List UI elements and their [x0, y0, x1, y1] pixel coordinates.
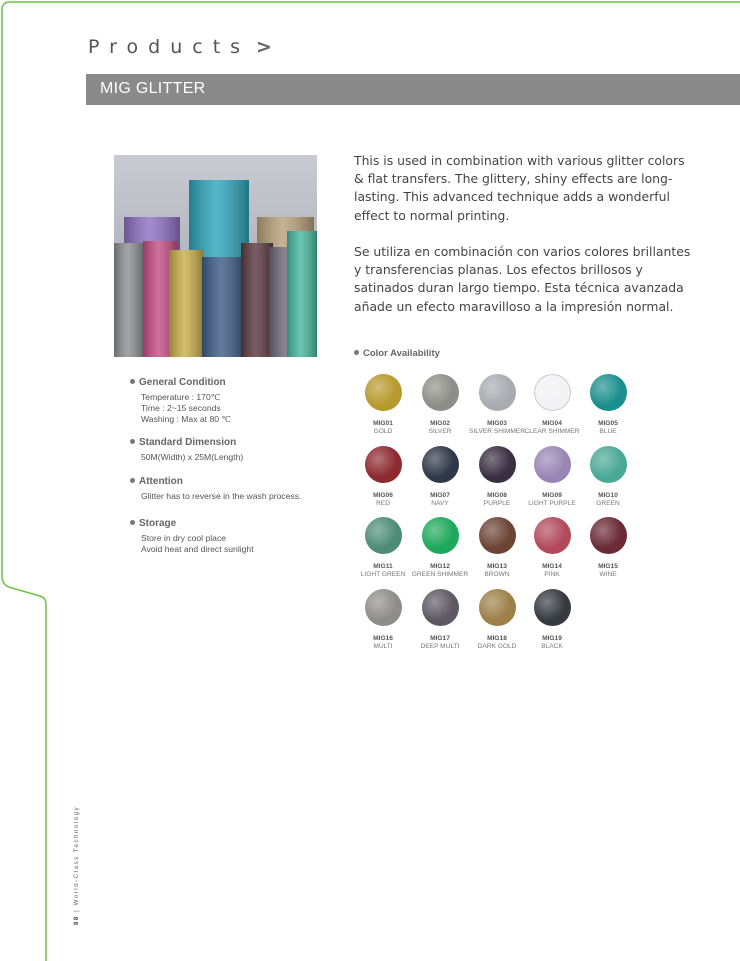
swatch-code: MIG01: [373, 420, 393, 427]
swatch-name: DARK GOLD: [477, 643, 517, 650]
swatch-circle: [422, 517, 459, 554]
swatch-label: [570, 420, 646, 436]
swatch-name: SILVER: [428, 428, 452, 435]
swatch-code: MIG14: [542, 563, 562, 570]
spec-dimension: 50M(Width) x 25M(Length): [141, 452, 244, 462]
swatch-name: WINE: [599, 571, 617, 578]
product-title: MIG GLITTER: [100, 80, 206, 97]
color-availability-heading: [354, 348, 440, 359]
section-title: Products: [88, 36, 251, 58]
swatch-code: MIG10: [598, 492, 618, 499]
swatch-code: MIG06: [373, 492, 393, 499]
swatch-circle: [422, 374, 459, 411]
swatch-code: MIG13: [487, 563, 507, 570]
swatch-circle: [534, 517, 571, 554]
product-banner: [86, 74, 740, 105]
page-number: 88: [74, 915, 80, 925]
bullet-icon: [130, 478, 135, 483]
swatch-code: MIG18: [487, 635, 507, 642]
swatch-name: GREEN: [596, 500, 620, 507]
swatch-name: BROWN: [484, 571, 510, 578]
color-swatch-mig05: [574, 374, 644, 422]
color-swatch-mig19: [518, 589, 588, 637]
swatch-code: MIG16: [373, 635, 393, 642]
swatch-circle: [534, 374, 571, 411]
swatch-name: RED: [376, 500, 390, 507]
general-condition-label: General Condition: [139, 377, 226, 388]
swatch-label: [570, 563, 646, 579]
attention-heading: [130, 476, 183, 487]
general-condition-heading: [130, 377, 226, 388]
swatch-circle: [479, 446, 516, 483]
bullet-icon: [130, 439, 135, 444]
swatch-circle: [365, 446, 402, 483]
swatch-circle: [365, 517, 402, 554]
spec-storage-1: Store in dry cool place: [141, 533, 227, 543]
swatch-code: MIG12: [430, 563, 450, 570]
section-arrow-icon: >: [256, 36, 272, 58]
swatch-circle: [534, 446, 571, 483]
swatch-code: MIG04: [542, 420, 562, 427]
swatch-name: LIGHT GREEN: [360, 571, 406, 578]
swatch-name: BLACK: [541, 643, 563, 650]
swatch-code: MIG02: [430, 420, 450, 427]
swatch-circle: [590, 446, 627, 483]
swatch-circle: [422, 446, 459, 483]
bullet-icon: [130, 379, 135, 384]
swatch-label: [514, 635, 590, 651]
swatch-name: SILVER SHIMMER: [469, 428, 525, 435]
swatch-circle: [479, 589, 516, 626]
color-swatch-mig10: [574, 446, 644, 494]
swatch-circle: [365, 589, 402, 626]
swatch-circle: [422, 589, 459, 626]
swatch-code: MIG11: [373, 563, 393, 570]
swatch-name: PINK: [544, 571, 560, 578]
swatch-circle: [365, 374, 402, 411]
swatch-code: MIG09: [542, 492, 562, 499]
spec-storage-2: Avoid heat and direct sunlight: [141, 544, 254, 554]
swatch-code: MIG07: [430, 492, 450, 499]
description-english: This is used in combination with various glitter colors & flat transfers. The glittery, shiny effects are long-lasting. This advanced technique adds a wonderful effect to normal printing.: [354, 153, 685, 223]
color-availability-label: Color Availability: [363, 348, 440, 359]
swatch-code: MIG19: [542, 635, 562, 642]
swatch-code: MIG05: [598, 420, 618, 427]
bullet-icon: [354, 350, 359, 355]
spec-temperature: Temperature : 170℃: [141, 392, 221, 402]
spec-attention: Glitter has to reverse in the wash process.: [141, 491, 302, 501]
swatch-circle: [479, 374, 516, 411]
swatch-name: PURPLE: [483, 500, 511, 507]
swatch-code: MIG17: [430, 635, 450, 642]
description-spanish: Se utiliza en combinación con varios colores brillantes y transferencias planas. Los efectos brillosos y satinados duran largo tiempo. Esta técnica avanzada añade un efecto maravilloso a la impresión normal.: [354, 244, 691, 314]
page-footer: [74, 806, 80, 925]
section-header: [88, 36, 272, 58]
swatch-name: CLEAR SHIMMER: [524, 428, 580, 435]
swatch-code: MIG08: [487, 492, 507, 499]
storage-heading: [130, 518, 176, 529]
swatch-code: MIG03: [487, 420, 507, 427]
attention-label: Attention: [139, 476, 183, 487]
bullet-icon: [130, 520, 135, 525]
swatch-name: GREEN SHIMMER: [411, 571, 469, 578]
footer-separator: |: [74, 908, 80, 912]
swatch-name: NAVY: [431, 500, 449, 507]
swatch-circle: [534, 589, 571, 626]
standard-dimension-label: Standard Dimension: [139, 437, 237, 448]
swatch-label: [570, 492, 646, 508]
color-swatch-mig15: [574, 517, 644, 565]
swatch-name: DEEP MULTI: [420, 643, 460, 650]
spec-washing: Washing : Max at 80 ℃: [141, 414, 232, 424]
footer-tagline: World-Class Technology: [74, 805, 80, 906]
product-photo: [114, 155, 317, 357]
swatch-name: MULTI: [373, 643, 393, 650]
standard-dimension-heading: [130, 437, 236, 448]
swatch-circle: [590, 374, 627, 411]
swatch-circle: [479, 517, 516, 554]
swatch-name: GOLD: [373, 428, 393, 435]
swatch-circle: [590, 517, 627, 554]
swatch-name: LIGHT PURPLE: [528, 500, 576, 507]
swatch-name: BLUE: [599, 428, 617, 435]
swatch-code: MIG15: [598, 563, 618, 570]
spec-time: Time : 2~15 seconds: [141, 403, 221, 413]
storage-label: Storage: [139, 518, 177, 529]
